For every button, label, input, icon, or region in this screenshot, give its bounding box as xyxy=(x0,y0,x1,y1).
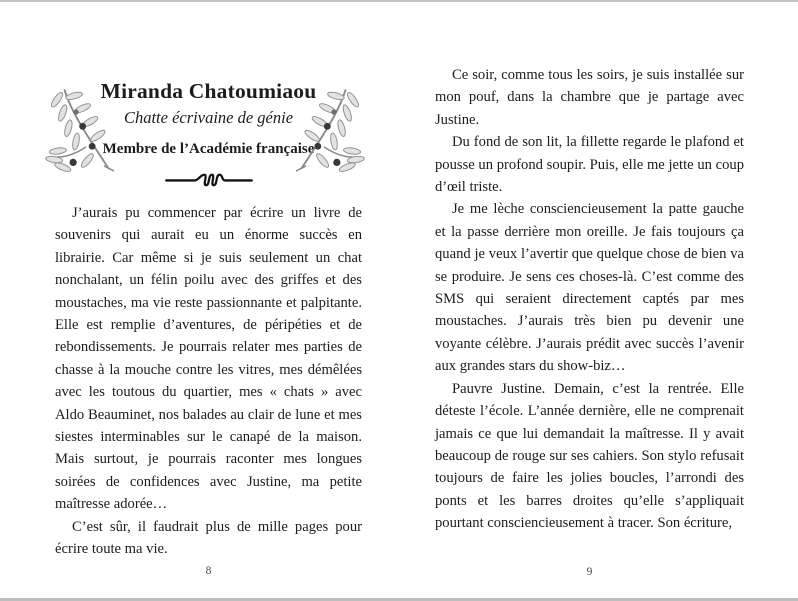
page-left xyxy=(55,60,362,590)
page-affiliation: Membre de l’Académie française xyxy=(102,141,315,157)
paragraph: Ce soir, comme tous les soirs, je suis installée sur mon pouf, dans la chambre que je partage avec Justine. xyxy=(435,67,744,128)
page-subtitle: Chatte écrivaine de génie xyxy=(123,108,294,127)
page-number: 9 xyxy=(586,566,593,578)
paragraph: J’aurais pu commencer par écrire un livre de souvenirs qui aurait eu un énorme succès en librairie. Car même si je suis seulement un chat nonchalant, un félin poilu avec des griffes et des moustaches, ma vie reste passionnante et palpitante. Elle est remplie d’aventures, de péripéties et de rebondissements. Je pourrais relater mes parties de chasse à la mouche contre les vitres, mes démêlées avec les toutous du quartier, mes « chats » avec Aldo Beauminet, nos balades au clair de lune et mes siestes interminables sur le canapé de la maison. Mais surtout, je pourrais raconter mes longues soirées de confidences avec Justine, ma petite maîtresse adorée… xyxy=(55,205,362,513)
page-right xyxy=(435,64,744,590)
paragraph: Du fond de son lit, la fillette regarde le plafond et pousse un profond soupir. Puis, elle me jette un coup d’œil triste. xyxy=(435,134,744,196)
paragraph: Pauvre Justine. Demain, c’est la rentrée. Elle déteste l’école. L’année dernière, elle ne comprenait jamais ce que lui demandait la maîtresse. Il y avait beaucoup de rouge sur ses cahiers. Son stylo refusait toujours de faire les jolies boucles, l’arrondi des ponts et les barres droites qu’elle s’appliquait pourtant consciencieusement à tracer. Son écriture, xyxy=(435,380,744,532)
top-border xyxy=(0,0,798,2)
paragraph: C’est sûr, il faudrait plus de mille pages pour écrire toute ma vie. xyxy=(55,518,362,558)
right-page-body xyxy=(435,64,744,535)
page-title: Miranda Chatoumiaou xyxy=(100,79,317,103)
chapter-header xyxy=(55,60,362,189)
left-page-body xyxy=(55,202,362,561)
olive-branch-icon xyxy=(38,86,114,178)
paragraph: Je me lèche consciencieusement la patte gauche et la passe derrière mon oreille. Je fais toujours ça quand je veux l’avertir que quelque chose de bien va se produire. Je sens ces choses-là. C’est comme des SMS qui seraient directement captés par mes moustaches. J’aurais très bien pu devenir une voyante célèbre. J’aurais prédit avec succès l’avenir aux grandes stars du show-biz… xyxy=(435,201,744,375)
page-number: 8 xyxy=(205,565,212,577)
olive-branch-icon xyxy=(296,86,372,178)
